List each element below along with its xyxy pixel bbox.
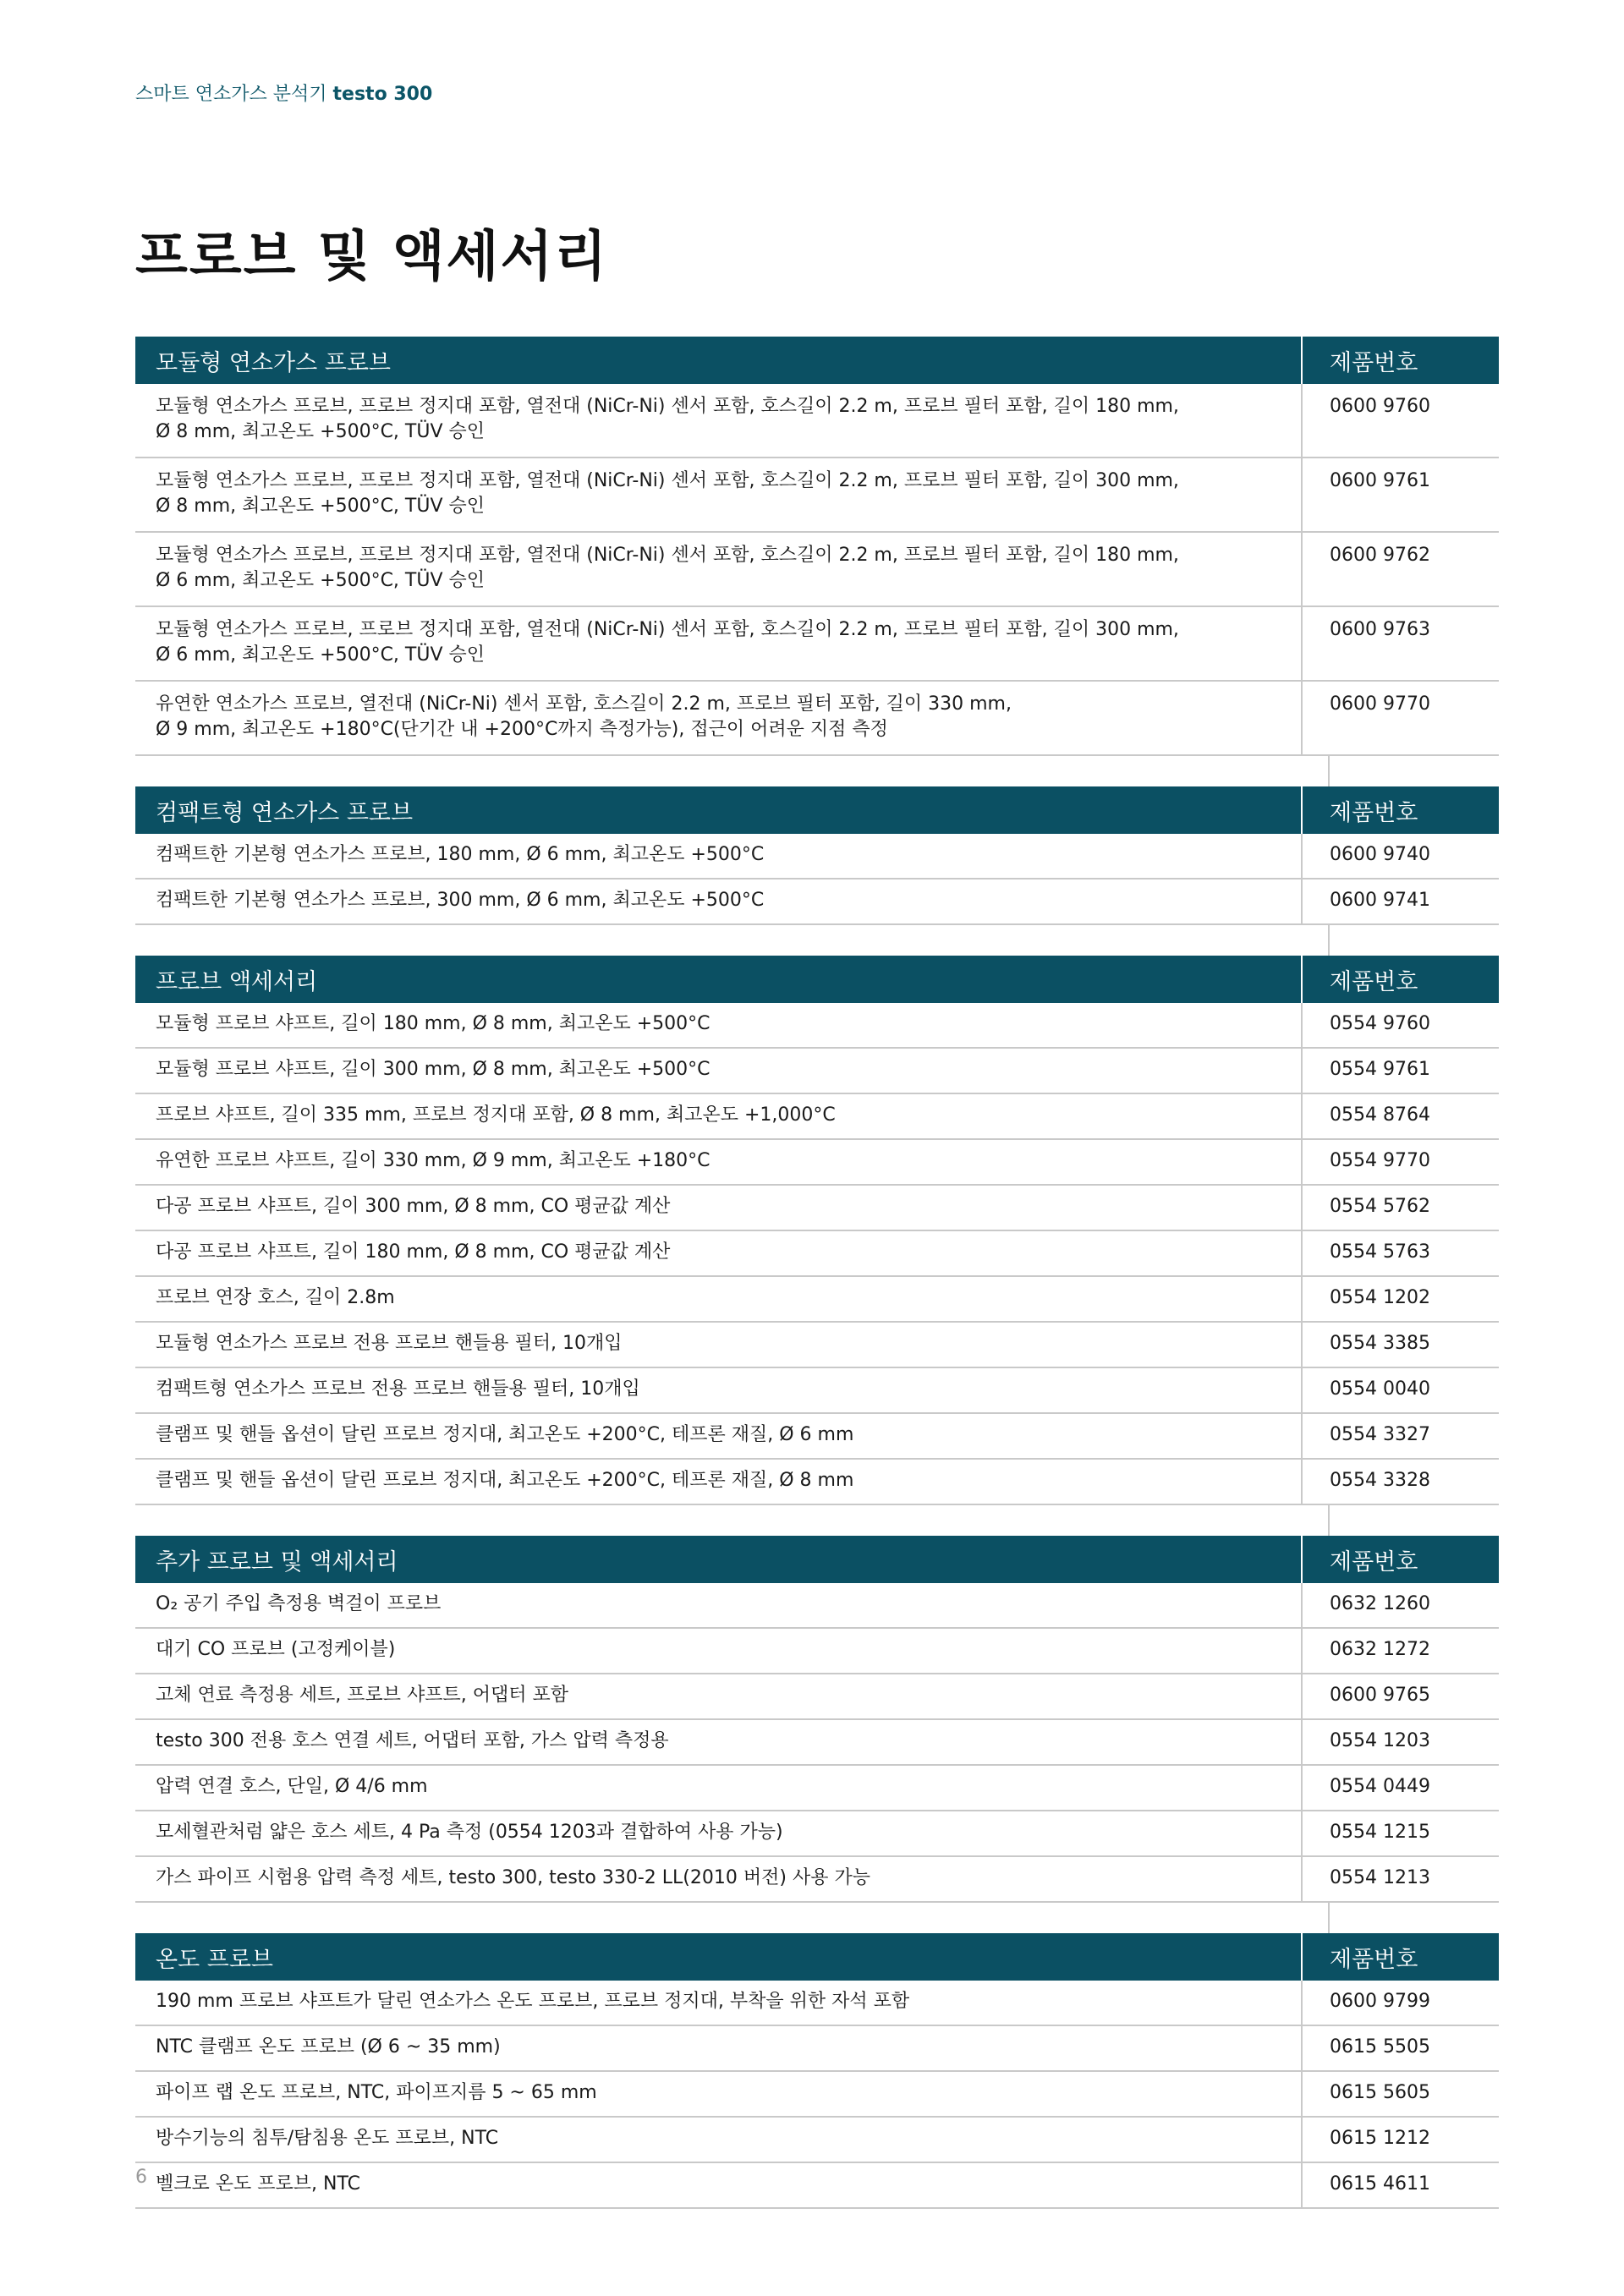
product-description xyxy=(135,1003,1301,1047)
product-description xyxy=(135,879,1301,923)
code-column-header: 제품번호 xyxy=(1301,956,1499,1003)
table-row xyxy=(135,1186,1499,1231)
product-code: 0554 5763 xyxy=(1301,1231,1499,1275)
description-line: 유연한 연소가스 프로브, 열전대 (NiCr-Ni) 센서 포함, 호스길이 2.2 m, 프로브 필터 포함, 길이 330 mm, xyxy=(156,693,1012,715)
product-description xyxy=(135,1277,1301,1321)
product-description xyxy=(135,834,1301,878)
description-line: 컴팩트한 기본형 연소가스 프로브, 180 mm, Ø 6 mm, 최고온도 +500°C xyxy=(156,844,765,865)
description-line: 모듈형 연소가스 프로브, 프로브 정지대 포함, 열전대 (NiCr-Ni) 센서 포함, 호스길이 2.2 m, 프로브 필터 포함, 길이 180 mm, xyxy=(156,545,1179,566)
description-line: Ø 8 mm, 최고온도 +500°C, TÜV 승인 xyxy=(156,421,486,442)
description-line: 압력 연결 호스, 단일, Ø 4/6 mm xyxy=(156,1776,428,1797)
product-description xyxy=(135,1186,1301,1230)
table-row xyxy=(135,1981,1499,2026)
table-row xyxy=(135,1049,1499,1094)
description-line: 대기 CO 프로브 (고정케이블) xyxy=(156,1639,396,1660)
description-line: O₂ 공기 주입 측정용 벽걸이 프로브 xyxy=(156,1593,442,1614)
section-title: 모듈형 연소가스 프로브 xyxy=(156,349,391,376)
table-row xyxy=(135,1003,1499,1049)
section-title: 프로브 액세서리 xyxy=(156,968,318,995)
product-code: 0554 1215 xyxy=(1301,1811,1499,1855)
description-line: 다공 프로브 샤프트, 길이 300 mm, Ø 8 mm, CO 평균값 계산 xyxy=(156,1196,671,1217)
product-code: 0615 5605 xyxy=(1301,2072,1499,2116)
product-code: 0600 9741 xyxy=(1301,879,1499,923)
table-row xyxy=(135,879,1499,925)
page-number: 6 xyxy=(135,2167,147,2188)
product-description xyxy=(135,1414,1301,1458)
product-code: 0554 1203 xyxy=(1301,1720,1499,1764)
section-header xyxy=(135,956,1499,1003)
product-code: 0600 9763 xyxy=(1301,607,1499,680)
section-header xyxy=(135,1933,1499,1981)
product-description xyxy=(135,458,1301,531)
section-title: 추가 프로브 및 액세서리 xyxy=(156,1548,398,1575)
table-row xyxy=(135,1140,1499,1186)
code-column-header: 제품번호 xyxy=(1301,1933,1499,1981)
document-header xyxy=(135,79,432,106)
product-description xyxy=(135,2026,1301,2070)
table-row xyxy=(135,458,1499,533)
product-description xyxy=(135,682,1301,754)
section-header xyxy=(135,1536,1499,1583)
product-code: 0632 1272 xyxy=(1301,1629,1499,1673)
product-description xyxy=(135,1583,1301,1627)
description-line: 프로브 연장 호스, 길이 2.8m xyxy=(156,1287,395,1308)
description-line: 클램프 및 핸들 옵션이 달린 프로브 정지대, 최고온도 +200°C, 테프론 재질, Ø 8 mm xyxy=(156,1470,854,1491)
product-description xyxy=(135,2072,1301,2116)
table-row xyxy=(135,2072,1499,2118)
code-column-header: 제품번호 xyxy=(1301,337,1499,384)
description-line: Ø 8 mm, 최고온도 +500°C, TÜV 승인 xyxy=(156,496,486,517)
table-row xyxy=(135,533,1499,607)
product-code: 0554 9761 xyxy=(1301,1049,1499,1093)
description-line: 프로브 샤프트, 길이 335 mm, 프로브 정지대 포함, Ø 8 mm, 최고온도 +1,000°C xyxy=(156,1104,836,1126)
table-row xyxy=(135,682,1499,756)
product-code: 0554 3327 xyxy=(1301,1414,1499,1458)
product-description xyxy=(135,1460,1301,1504)
description-line: 컴팩트형 연소가스 프로브 전용 프로브 핸들용 필터, 10개입 xyxy=(156,1378,640,1400)
section-title: 온도 프로브 xyxy=(156,1946,273,1973)
table-row xyxy=(135,1583,1499,1629)
description-line: 모듈형 연소가스 프로브, 프로브 정지대 포함, 열전대 (NiCr-Ni) 센서 포함, 호스길이 2.2 m, 프로브 필터 포함, 길이 180 mm, xyxy=(156,396,1179,417)
description-line: 컴팩트한 기본형 연소가스 프로브, 300 mm, Ø 6 mm, 최고온도 +500°C xyxy=(156,890,765,911)
description-line: 모듈형 프로브 샤프트, 길이 180 mm, Ø 8 mm, 최고온도 +500°C xyxy=(156,1013,710,1034)
product-description xyxy=(135,1766,1301,1810)
table-row xyxy=(135,1323,1499,1368)
description-line: testo 300 전용 호스 연결 세트, 어댑터 포함, 가스 압력 측정용 xyxy=(156,1730,669,1751)
product-description xyxy=(135,1981,1301,2025)
header-product: testo 300 xyxy=(332,84,433,105)
table-row xyxy=(135,1460,1499,1505)
description-line: 다공 프로브 샤프트, 길이 180 mm, Ø 8 mm, CO 평균값 계산 xyxy=(156,1241,671,1263)
table-row xyxy=(135,1368,1499,1414)
product-code: 0554 3385 xyxy=(1301,1323,1499,1367)
table-row xyxy=(135,1720,1499,1766)
product-description xyxy=(135,1231,1301,1275)
product-code: 0600 9799 xyxy=(1301,1981,1499,2025)
table-row xyxy=(135,1811,1499,1857)
product-description xyxy=(135,1049,1301,1093)
table-row xyxy=(135,607,1499,682)
description-line: Ø 6 mm, 최고온도 +500°C, TÜV 승인 xyxy=(156,570,486,591)
description-line: 모듈형 연소가스 프로브, 프로브 정지대 포함, 열전대 (NiCr-Ni) 센서 포함, 호스길이 2.2 m, 프로브 필터 포함, 길이 300 mm, xyxy=(156,619,1179,640)
product-description xyxy=(135,1323,1301,1367)
table-row xyxy=(135,1629,1499,1674)
product-description xyxy=(135,1629,1301,1673)
header-subtitle: 스마트 연소가스 분석기 xyxy=(135,84,327,105)
product-tables xyxy=(135,337,1499,2209)
product-code: 0600 9761 xyxy=(1301,458,1499,531)
table-row xyxy=(135,1094,1499,1140)
product-description xyxy=(135,1094,1301,1138)
table-row xyxy=(135,2118,1499,2163)
product-description xyxy=(135,1811,1301,1855)
product-code: 0554 8764 xyxy=(1301,1094,1499,1138)
section-spacer xyxy=(135,756,1499,786)
description-line: 모듈형 연소가스 프로브 전용 프로브 핸들용 필터, 10개입 xyxy=(156,1333,623,1354)
description-line: 가스 파이프 시험용 압력 측정 세트, testo 300, testo 330-2 LL(2010 버전) 사용 가능 xyxy=(156,1867,870,1888)
description-line: 유연한 프로브 샤프트, 길이 330 mm, Ø 9 mm, 최고온도 +180°C xyxy=(156,1150,710,1171)
code-column-header: 제품번호 xyxy=(1301,1536,1499,1583)
product-code: 0600 9770 xyxy=(1301,682,1499,754)
description-line: 클램프 및 핸들 옵션이 달린 프로브 정지대, 최고온도 +200°C, 테프론 재질, Ø 6 mm xyxy=(156,1424,854,1445)
table-row xyxy=(135,1231,1499,1277)
section-spacer xyxy=(135,925,1499,956)
description-line: NTC 클램프 온도 프로브 (Ø 6 ~ 35 mm) xyxy=(156,2036,501,2058)
product-code: 0600 9760 xyxy=(1301,384,1499,457)
section-header xyxy=(135,786,1499,834)
table-row xyxy=(135,1674,1499,1720)
product-description xyxy=(135,607,1301,680)
table-row xyxy=(135,1766,1499,1811)
description-line: 고체 연료 측정용 세트, 프로브 샤프트, 어댑터 포함 xyxy=(156,1685,568,1706)
table-row xyxy=(135,2026,1499,2072)
table-row xyxy=(135,2163,1499,2209)
description-line: Ø 9 mm, 최고온도 +180°C(단기간 내 +200°C까지 측정가능), 접근이 어려운 지점 측정 xyxy=(156,719,888,740)
product-code: 0600 9740 xyxy=(1301,834,1499,878)
description-line: Ø 6 mm, 최고온도 +500°C, TÜV 승인 xyxy=(156,644,486,666)
product-code: 0600 9762 xyxy=(1301,533,1499,606)
description-line: 모듈형 연소가스 프로브, 프로브 정지대 포함, 열전대 (NiCr-Ni) 센서 포함, 호스길이 2.2 m, 프로브 필터 포함, 길이 300 mm, xyxy=(156,470,1179,491)
product-code: 0554 9760 xyxy=(1301,1003,1499,1047)
table-row xyxy=(135,1277,1499,1323)
description-line: 모세혈관처럼 얇은 호스 세트, 4 Pa 측정 (0554 1203과 결합하여 사용 가능) xyxy=(156,1822,783,1843)
code-column-header: 제품번호 xyxy=(1301,786,1499,834)
product-code: 0632 1260 xyxy=(1301,1583,1499,1627)
product-description xyxy=(135,384,1301,457)
description-line: 모듈형 프로브 샤프트, 길이 300 mm, Ø 8 mm, 최고온도 +500°C xyxy=(156,1059,710,1080)
section-title: 컴팩트형 연소가스 프로브 xyxy=(156,799,414,826)
product-code: 0554 9770 xyxy=(1301,1140,1499,1184)
product-code: 0554 1213 xyxy=(1301,1857,1499,1901)
table-row xyxy=(135,1857,1499,1903)
table-row xyxy=(135,834,1499,879)
product-code: 0615 4611 xyxy=(1301,2163,1499,2207)
table-row xyxy=(135,384,1499,458)
section-spacer xyxy=(135,1903,1499,1933)
description-line: 파이프 랩 온도 프로브, NTC, 파이프지름 5 ~ 65 mm xyxy=(156,2082,597,2103)
product-code: 0554 3328 xyxy=(1301,1460,1499,1504)
product-code: 0615 5505 xyxy=(1301,2026,1499,2070)
product-code: 0554 0040 xyxy=(1301,1368,1499,1412)
page-title: 프로브 및 액세서리 xyxy=(135,226,609,288)
description-line: 190 mm 프로브 샤프트가 달린 연소가스 온도 프로브, 프로브 정지대, 부착을 위한 자석 포함 xyxy=(156,1991,910,2012)
product-description xyxy=(135,533,1301,606)
description-line: 방수기능의 침투/탐침용 온도 프로브, NTC xyxy=(156,2128,499,2149)
product-description xyxy=(135,1674,1301,1718)
section-header xyxy=(135,337,1499,384)
product-description xyxy=(135,2118,1301,2162)
section-spacer xyxy=(135,1505,1499,1536)
product-code: 0554 0449 xyxy=(1301,1766,1499,1810)
product-code: 0554 1202 xyxy=(1301,1277,1499,1321)
product-code: 0600 9765 xyxy=(1301,1674,1499,1718)
product-description xyxy=(135,1857,1301,1901)
product-description xyxy=(135,1368,1301,1412)
product-description xyxy=(135,2163,1301,2207)
table-row xyxy=(135,1414,1499,1460)
description-line: 벨크로 온도 프로브, NTC xyxy=(156,2173,360,2195)
product-code: 0615 1212 xyxy=(1301,2118,1499,2162)
product-code: 0554 5762 xyxy=(1301,1186,1499,1230)
product-description xyxy=(135,1140,1301,1184)
product-description xyxy=(135,1720,1301,1764)
